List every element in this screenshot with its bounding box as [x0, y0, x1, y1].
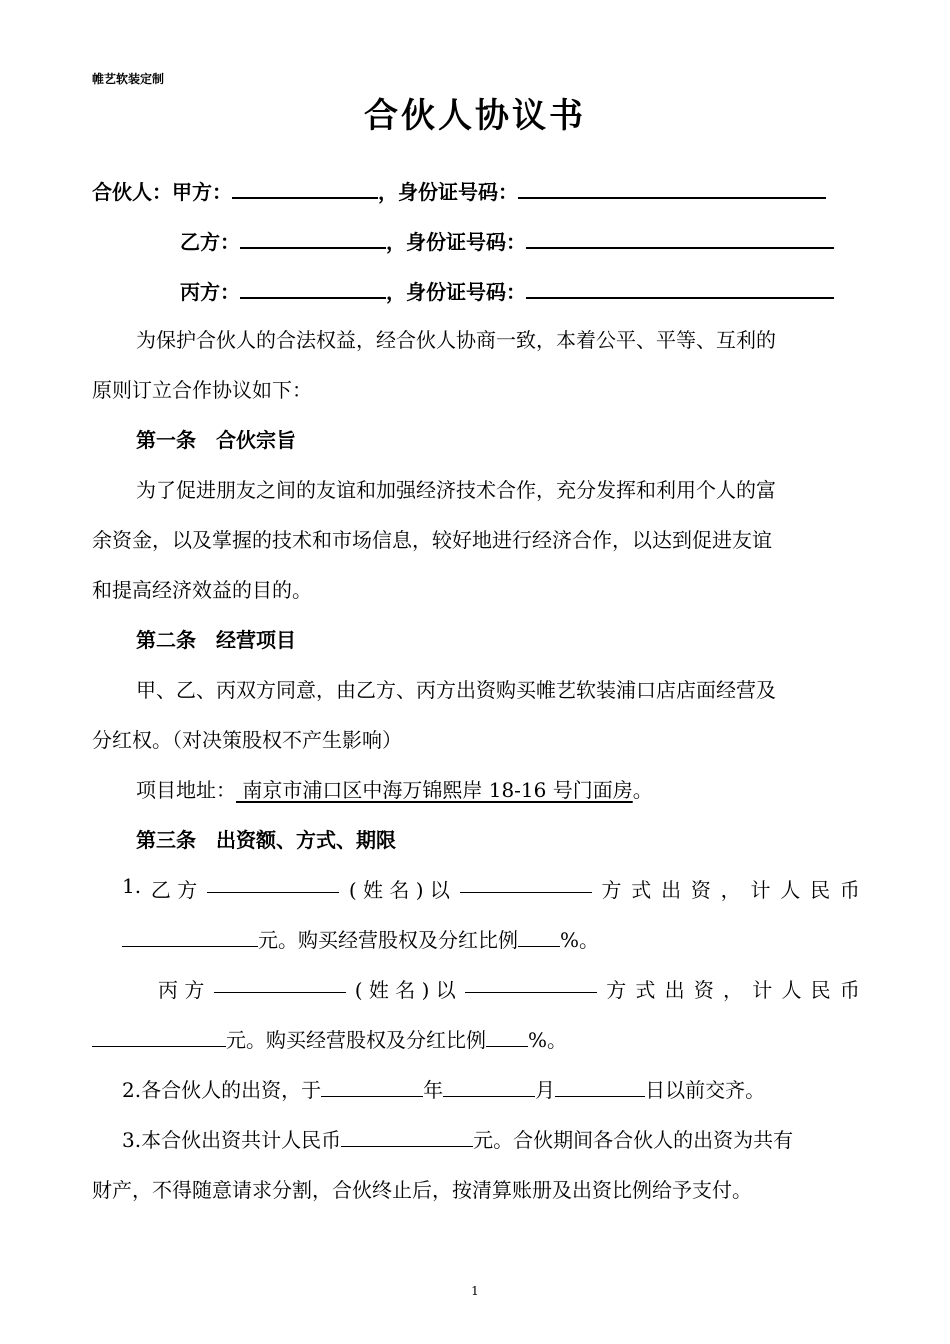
item-2 — [122, 1074, 890, 1103]
char: 币 — [839, 878, 860, 902]
party-b-method-blank[interactable] — [460, 874, 592, 893]
item-1-party-c-amount — [92, 1024, 860, 1053]
article-1-line-1: 为了促进朋友之间的友谊和加强经济技术合作，充分发挥和利用个人的富 — [136, 478, 776, 502]
year-label: 年 — [423, 1078, 444, 1102]
party-a-name-field[interactable] — [232, 177, 378, 199]
total-amount-blank[interactable] — [341, 1128, 473, 1147]
partner-a-row — [92, 176, 860, 205]
char: 方 — [601, 878, 622, 902]
day-label: 日以前交齐。 — [645, 1078, 766, 1102]
intro-line-2: 原则订立合作协议如下： — [92, 378, 312, 402]
sep: ， — [386, 230, 406, 254]
party-c-label: 丙方： — [180, 280, 240, 304]
document-title: 合伙人协议书 — [364, 96, 586, 136]
char: 币 — [839, 978, 860, 1002]
party-b-label: 乙方： — [180, 230, 240, 254]
project-address — [136, 774, 904, 803]
char: 式 — [635, 978, 656, 1002]
char: 式 — [631, 878, 652, 902]
char: ， — [723, 978, 744, 1002]
partner-b-row — [180, 226, 860, 255]
party-c-ratio-blank[interactable] — [486, 1028, 528, 1047]
item-2-text: 2.各合伙人的出资，于 — [122, 1078, 322, 1102]
percent-end: %。 — [528, 1028, 568, 1052]
char: 人 — [780, 878, 801, 902]
party-b-name-field[interactable] — [240, 227, 386, 249]
sep: ， — [378, 180, 398, 204]
item-3-line-2: 财产，不得随意请求分割，合伙终止后，按清算账册及出资比例给予支付。 — [92, 1178, 752, 1202]
party-a-label: 甲方： — [172, 180, 232, 204]
address-value: 南京市浦口区中海万锦熙岸 18-16 号门面房 — [236, 778, 633, 802]
char: 资 — [693, 978, 714, 1002]
party-a-id-field[interactable] — [518, 177, 826, 199]
item-3-line-1 — [122, 1124, 890, 1153]
party-c-amount-blank[interactable] — [92, 1028, 226, 1047]
char: 计 — [750, 878, 771, 902]
sep: ， — [386, 280, 406, 304]
char: 方 — [606, 978, 627, 1002]
item-1-party-c-row — [158, 974, 860, 1003]
year-blank[interactable] — [321, 1078, 423, 1097]
yuan-ratio-text: 元。购买经营股权及分红比例 — [258, 928, 518, 952]
article-2-heading: 第二条 经营项目 — [136, 628, 296, 652]
intro-line-1: 为保护合伙人的合法权益，经合伙人协商一致，本着公平、平等、互利的 — [136, 328, 776, 352]
item-1-party-b-amount — [122, 924, 890, 953]
name-paren: ( 姓 名 ) 以 — [354, 978, 456, 1002]
article-2-line-1: 甲、乙、丙双方同意，由乙方、丙方出资购买帷艺软装浦口店店面经营及 — [136, 678, 776, 702]
percent-end: %。 — [560, 928, 600, 952]
name-paren: ( 姓 名 ) 以 — [348, 878, 450, 902]
char: 资 — [690, 878, 711, 902]
month-blank[interactable] — [443, 1078, 535, 1097]
char: 民 — [810, 978, 831, 1002]
day-blank[interactable] — [555, 1078, 645, 1097]
char: 计 — [752, 978, 773, 1002]
header-note: 帷艺软装定制 — [92, 72, 165, 86]
party-c-id-field[interactable] — [526, 277, 834, 299]
address-label: 项目地址： — [136, 778, 236, 802]
item-3-text-b: 元。合伙期间各合伙人的出资为共有 — [473, 1128, 794, 1152]
item-1-number: 1. — [122, 874, 142, 898]
char: 出 — [661, 878, 682, 902]
id-label: 身份证号码： — [406, 230, 526, 254]
party-c-name-blank[interactable] — [214, 974, 346, 993]
party-c-name-field[interactable] — [240, 277, 386, 299]
party-b-ratio-blank[interactable] — [518, 928, 560, 947]
partner-c-row — [180, 276, 860, 305]
char: 出 — [664, 978, 685, 1002]
party-c-method-blank[interactable] — [465, 974, 597, 993]
article-1-line-2: 余资金，以及掌握的技术和市场信息，较好地进行经济合作，以达到促进友谊 — [92, 528, 772, 552]
id-label: 身份证号码： — [398, 180, 518, 204]
id-label: 身份证号码： — [406, 280, 526, 304]
char: 人 — [781, 978, 802, 1002]
article-1-line-3: 和提高经济效益的目的。 — [92, 578, 312, 602]
item-3-text-a: 3.本合伙出资共计人民币 — [122, 1128, 342, 1152]
page-number: 1 — [471, 1284, 479, 1298]
article-1-heading: 第一条 合伙宗旨 — [136, 428, 296, 452]
address-end: 。 — [632, 778, 653, 802]
party-b-label: 乙 方 — [150, 878, 198, 902]
yuan-ratio-text: 元。购买经营股权及分红比例 — [226, 1028, 486, 1052]
party-b-id-field[interactable] — [526, 227, 834, 249]
char: ， — [720, 878, 741, 902]
article-3-heading: 第三条 出资额、方式、期限 — [136, 828, 396, 852]
party-b-name-blank[interactable] — [207, 874, 339, 893]
month-label: 月 — [535, 1078, 556, 1102]
party-b-amount-blank[interactable] — [122, 928, 258, 947]
party-c-label: 丙 方 — [158, 978, 205, 1002]
article-2-line-2: 分红权。（对决策股权不产生影响） — [92, 728, 402, 752]
item-1-party-b-row — [122, 874, 860, 903]
partners-prefix: 合伙人： — [92, 180, 172, 204]
char: 民 — [810, 878, 831, 902]
